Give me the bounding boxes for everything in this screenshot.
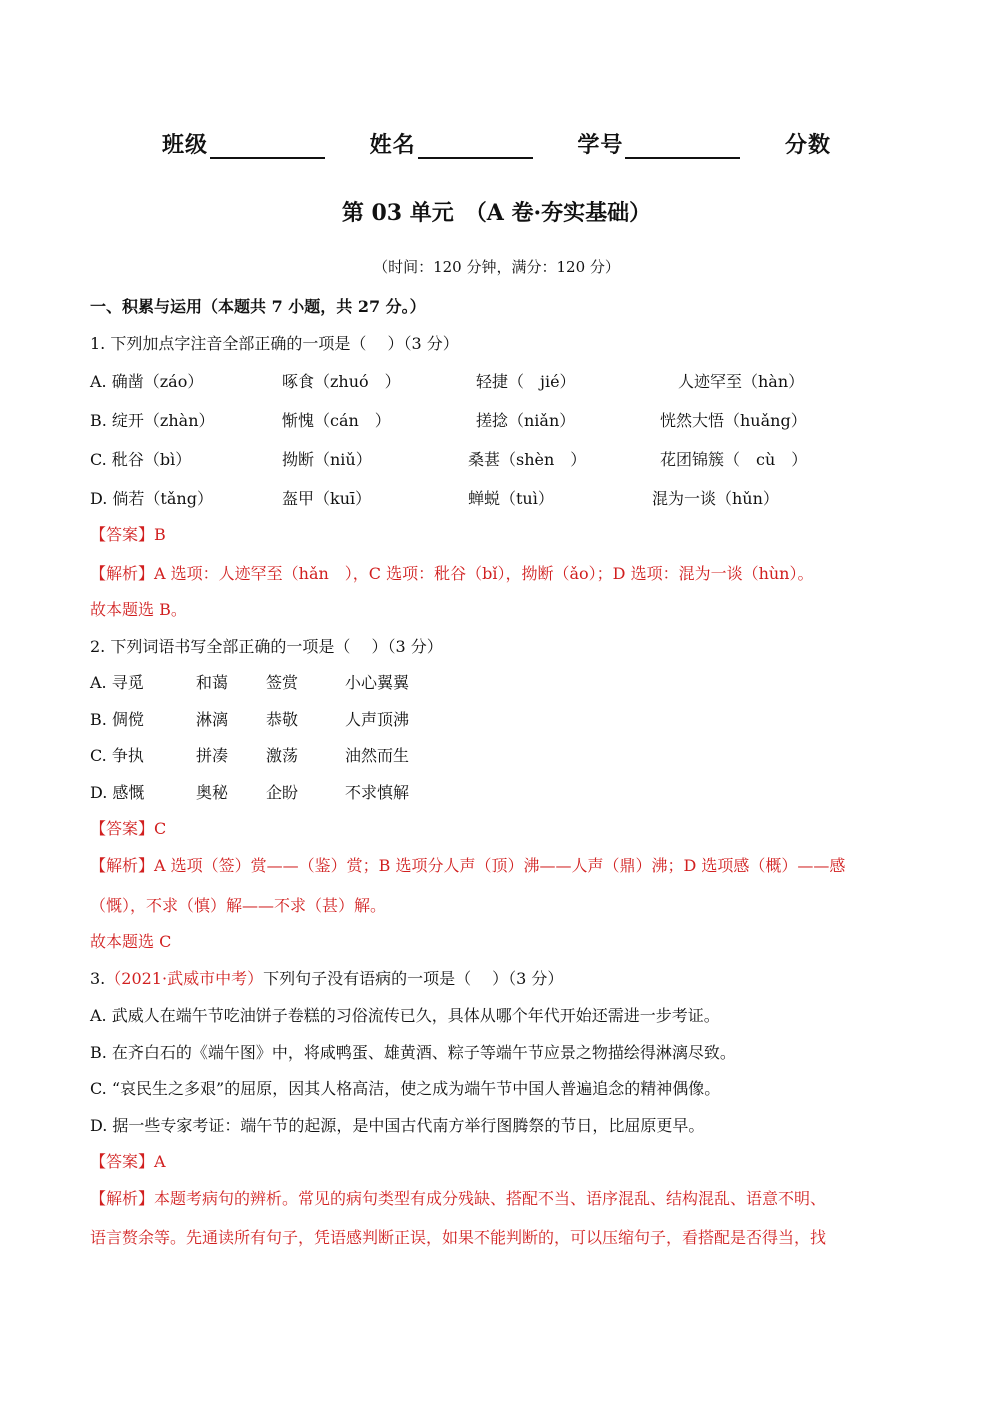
id-field — [577, 128, 740, 159]
q3-number: 3. — [90, 969, 106, 988]
q2-option-a-4: 小心翼翼 — [345, 673, 410, 692]
class-blank — [210, 133, 325, 159]
q2-option-b-3: 恭敬 — [266, 710, 299, 729]
q3-stem — [90, 966, 563, 989]
q2-answer: 【答案】C — [90, 819, 167, 838]
q1-option-c-2: 拗断（niǔ） — [282, 450, 372, 469]
q1-option-d-4: 混为一谈（hǔn） — [652, 489, 779, 508]
q1-option-b-4: 恍然大悟（huǎng） — [660, 411, 807, 430]
q3-option-a: A. 武威人在端午节吃油饼子卷糕的习俗流传已久，具体从哪个年代开始还需进一步考证。 — [90, 1006, 720, 1025]
q1-option-d-2: 盔甲（kuī） — [282, 489, 372, 508]
q1-option-b-1: B. 绽开（zhàn） — [90, 411, 215, 430]
q3-analysis-line-1: 【解析】本题考病句的辨析。常见的病句类型有成分残缺、搭配不当、语序混乱、结构混乱、语意不明、 — [90, 1189, 827, 1208]
id-blank — [625, 133, 740, 159]
section-heading: 一、积累与运用（本题共 7 小题，共 27 分。） — [90, 297, 426, 316]
name-blank — [418, 133, 533, 159]
id-label: 学号 — [577, 132, 624, 158]
q1-option-c-3: 桑葚（shèn ） — [468, 450, 587, 469]
q3-source: （2021·武威市中考） — [105, 969, 264, 988]
q1-option-d-1: D. 倘若（tǎng） — [90, 489, 213, 508]
q1-option-a-4: 人迹罕至（hàn） — [678, 372, 805, 391]
q1-option-a-2: 啄食（zhuó ） — [282, 372, 401, 391]
q2-conclusion: 故本题选 C — [90, 932, 172, 951]
q2-option-b-2: 淋漓 — [196, 710, 229, 729]
page-subtitle: （时间：120 分钟，满分：120 分） — [373, 258, 620, 276]
q1-option-b-3: 搓捻（niǎn） — [476, 411, 576, 430]
q2-option-c-4: 油然而生 — [345, 746, 410, 765]
q2-option-d-1: D. 感慨 — [90, 783, 145, 802]
q2-option-d-4: 不求慎解 — [345, 783, 410, 802]
q2-option-c-2: 拼凑 — [196, 746, 229, 765]
score-field — [785, 128, 831, 159]
q3-analysis-line-2: 语言赘余等。先通读所有句子，凭语感判断正误，如果不能判断的，可以压缩句子，看搭配是否得当，找 — [90, 1228, 827, 1247]
page-title: 第 03 单元 （A 卷·夯实基础） — [341, 200, 652, 226]
name-label: 姓名 — [369, 132, 416, 158]
q3-option-c: C. “哀民生之多艰”的屈原，因其人格高洁，使之成为端午节中国人普遍追念的精神偶像。 — [90, 1079, 721, 1098]
q3-option-d: D. 据一些专家考证：端午节的起源，是中国古代南方举行图腾祭的节日，比屈原更早。 — [90, 1116, 705, 1135]
q2-option-d-3: 企盼 — [266, 783, 299, 802]
q1-option-d-3: 蝉蜕（tuì） — [468, 489, 554, 508]
q2-option-c-3: 激荡 — [266, 746, 299, 765]
q1-stem: 1. 下列加点字注音全部正确的一项是（ ）（3 分） — [90, 334, 459, 353]
q1-answer: 【答案】B — [90, 525, 166, 544]
name-field — [370, 128, 533, 159]
q1-option-b-2: 惭愧（cán ） — [282, 411, 391, 430]
q1-option-c-1: C. 秕谷（bì） — [90, 450, 192, 469]
q1-conclusion: 故本题选 B。 — [90, 600, 187, 619]
class-field — [162, 128, 325, 159]
q3-stem-text: 下列句子没有语病的一项是（ ）（3 分） — [263, 969, 564, 988]
q2-option-a-2: 和蔼 — [196, 673, 229, 692]
q3-option-b: B. 在齐白石的《端午图》中，将咸鸭蛋、雄黄酒、粽子等端午节应景之物描绘得淋漓尽致。 — [90, 1043, 736, 1062]
q1-option-a-1: A. 确凿（záo） — [90, 372, 204, 391]
q2-option-a-3: 签赏 — [266, 673, 299, 692]
student-info-header — [0, 128, 993, 159]
q2-option-d-2: 奥秘 — [196, 783, 229, 802]
q2-option-a-1: A. 寻觅 — [90, 673, 144, 692]
q1-option-a-3: 轻捷（ jié） — [476, 372, 576, 391]
score-label: 分数 — [785, 132, 832, 158]
q2-stem: 2. 下列词语书写全部正确的一项是（ ）（3 分） — [90, 637, 443, 656]
q2-option-b-4: 人声顶沸 — [345, 710, 410, 729]
q1-analysis: 【解析】A 选项：人迹罕至（hǎn ），C 选项：秕谷（bǐ），拗断（ǎo）；D 选项：混为一谈（hùn）。 — [90, 564, 814, 583]
q1-option-c-4: 花团锦簇（ cù ） — [660, 450, 808, 469]
q3-answer: 【答案】A — [90, 1152, 166, 1171]
class-label: 班级 — [161, 132, 208, 158]
q2-option-c-1: C. 争执 — [90, 746, 144, 765]
q2-analysis-line-1: 【解析】A 选项（签）赏——（鉴）赏；B 选项分人声（顶）沸——人声（鼎）沸；D 选项感（概）——感 — [90, 856, 846, 875]
q2-analysis-line-2: （慨），不求（慎）解——不求（甚）解。 — [90, 896, 387, 915]
q2-option-b-1: B. 倜傥 — [90, 710, 144, 729]
